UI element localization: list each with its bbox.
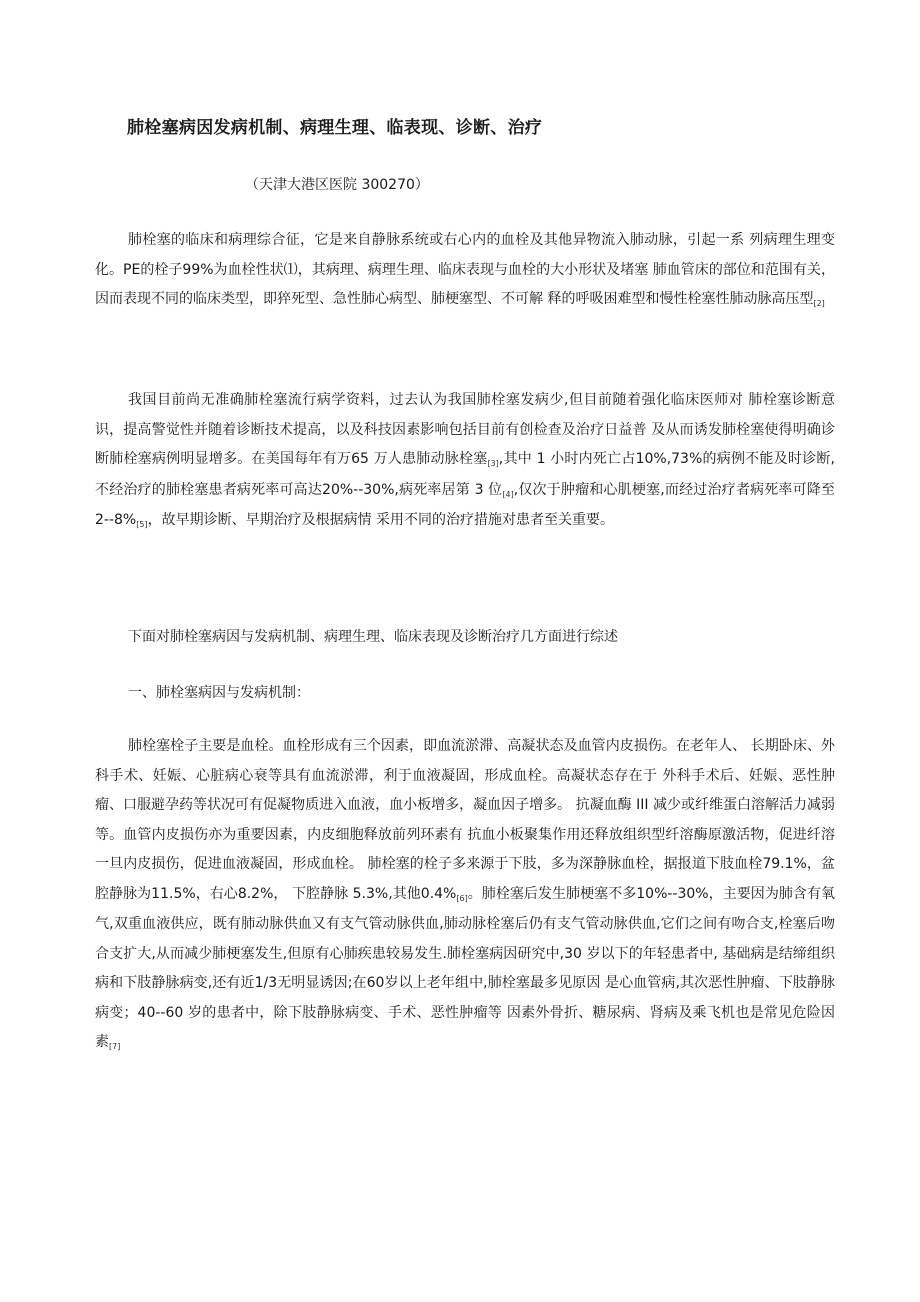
paragraph-epidemiology [95,386,835,537]
paragraph-text: 我国目前尚无准确肺栓塞流行病学资料，过去认为我国肺栓塞发病少,但目前随着强化临床医师对 肺栓塞诊断意识，提高警觉性并随着诊断技术提高，以及科技因素影响包括目前有创检查及治疗日益普 及从而诱发肺栓塞使得明确诊断肺栓塞病例明显增多。在美国每年有万65 万人患肺动脉栓塞 [95,392,835,467]
paragraph-text: ,仅次于肿瘤和心肌梗塞,而经过治疗者病死率可降至 2--8% [95,481,835,528]
reference-marker: [5] [136,520,148,529]
reference-marker: [7] [109,1042,121,1051]
paragraph-etiology-mechanism [95,732,835,1059]
reference-marker: [6] [456,893,468,903]
paragraph-text: 。肺栓塞后发生肺梗塞不多10%--30%，主要因为肺含有氧气,双重血液供应，既有肺动脉供血又有支气管动脉供血,肺动脉栓塞后仍有支气管动脉供血,它们之间有吻合支,栓塞后吻 合支扩大,从而减少肺梗塞发生,但原有心肺疾患较易发生.肺栓塞病因研究中,30 岁以下的年轻患者中, 基础病是结缔组织病和下肢静脉病变,还有近1/3无明显诱因;在60岁以上老年组中,肺栓塞最多见原因 是心血管病,其次恶性肿瘤、下肢静脉病变；40--60 岁的患者中，除下肢静脉病变、手术、恶性肿瘤等 因素外骨折、糖尿病、肾病及乘飞机也是常见危险因素 [95,885,835,1050]
paragraph-text: ,其中 1 小时内死亡占10%,73%的病例不能及时诊断,不经治疗的肺栓塞患者病死率可高达20%--30%,病死率居第 3 位 [95,451,835,498]
reference-marker: [3] [487,459,499,468]
author-affiliation: （天津大港区医院 300270） [245,177,429,193]
document-title: 肺栓塞病因发病机制、病理生理、临表现、诊断、治疗 [127,118,543,138]
paragraph-text: 肺栓塞栓子主要是血栓。血栓形成有三个因素，即血流淤滞、高凝状态及血管内皮损伤。在老年人、 长期卧床、外科手术、妊娠、心脏病心衰等具有血流淤滞，利于血液凝固，形成血栓。高凝状态存在于 外科手术后、妊娠、恶性肿瘤、口服避孕药等状况可有促凝物质进入血液，血小板增多，凝血因子增多。 抗凝血酶 III 减少或纤维蛋白溶解活力减弱等。血管内皮损伤亦为重要因素，内皮细胞释放前列环素有 抗血小板聚集作用还释放组织型纤溶酶原激活物，促进纤溶一旦内皮损伤，促进血液凝固，形成血栓。 肺栓塞的栓子多来源于下肢，多为深静脉血栓，据报道下肢血栓79.1%，盆腔静脉为11.5%，右心8.2%， 下腔静脉 5.3%,其他0.4% [95,738,835,902]
paragraph-text: 肺栓塞的临床和病理综合征，它是来自静脉系统或右心内的血栓及其他异物流入肺动脉，引起一系 列病理生理变化。PE的栓子99%为血栓性状⑴，其病理、病理生理、临床表现与血栓的大小形状及堵塞 肺血管床的部位和范围有关，因而表现不同的临床类型，即猝死型、急性肺心病型、肺梗塞型、不可解 释的呼吸困难型和慢性栓塞性肺动脉高压型 [95,232,835,307]
overview-sentence: 下面对肺栓塞病因与发病机制、病理生理、临床表现及诊断治疗几方面进行综述 [128,629,618,645]
reference-marker: [4] [502,489,514,499]
section-heading-etiology: 一、肺栓塞病因与发病机制： [128,685,310,701]
paragraph-intro-definition [95,226,835,316]
reference-marker: [2] [813,299,825,308]
paragraph-text: ，故早期诊断、早期治疗及根据病情 采用不同的治疗措施对患者至关重要。 [147,512,615,528]
